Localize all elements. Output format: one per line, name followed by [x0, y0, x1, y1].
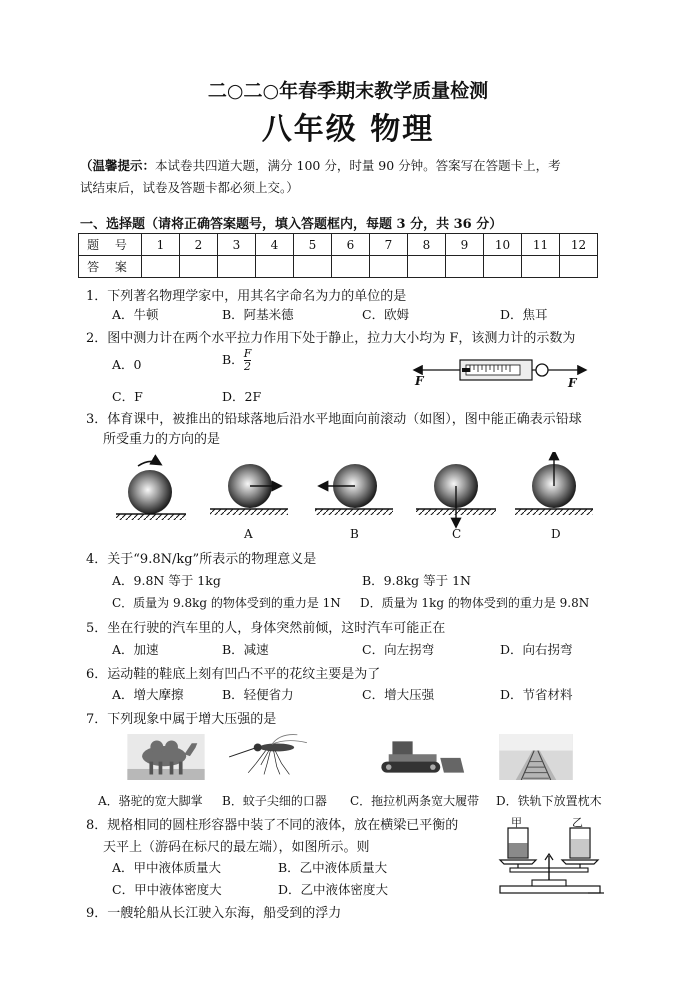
camel-image [124, 734, 208, 780]
q1-option-a: A．牛顿 [112, 307, 159, 322]
q3-label-c: C [452, 527, 462, 541]
table-number: 12 [560, 234, 598, 256]
answer-cell[interactable] [408, 256, 446, 278]
q1-option-b: B．阿基米德 [222, 307, 294, 322]
q1-option-c: C．欧姆 [362, 307, 410, 322]
force-label-right: F [568, 376, 577, 390]
q8-option-b: B．乙中液体质量大 [278, 860, 388, 875]
q2-fraction [244, 348, 252, 373]
exam-title: 二○二○年春季期末教学质量检测 [207, 80, 489, 102]
answer-table-header-row [79, 234, 598, 256]
q6-stem: 6．运动鞋的鞋底上刻有凹凸不平的花纹主要是为了 [86, 667, 381, 682]
q6-option-d: D．节省材料 [500, 687, 573, 702]
q7-option-d: D．铁轨下放置枕木 [496, 794, 602, 808]
mosquito-image [213, 730, 323, 776]
q2-option-c: C．F [112, 389, 143, 404]
q4-option-c: C．质量为 9.8kg 的物体受到的重力是 1N [112, 596, 341, 610]
q8-label-jia: 甲 [511, 816, 522, 829]
fraction-numerator: F [243, 347, 252, 360]
force-label-left: F [415, 374, 424, 388]
q8-option-d: D．乙中液体密度大 [278, 882, 389, 897]
q6-option-a: A．增大摩擦 [112, 687, 184, 702]
q7-stem: 7．下列现象中属于增大压强的是 [86, 712, 277, 727]
q8-option-c: C．甲中液体密度大 [112, 882, 222, 897]
q8-stem-line1: 8．规格相同的圆柱形容器中装了不同的液体，放在横梁已平衡的 [86, 818, 459, 833]
fraction-denominator: 2 [244, 360, 251, 373]
exam-subject: 八年级 物理 [261, 112, 435, 147]
answer-cell[interactable] [560, 256, 598, 278]
q5-option-c: C．向左拐弯 [362, 642, 435, 657]
q2-option-b [222, 348, 251, 373]
q8-label-yi: 乙 [572, 816, 583, 829]
q3-label-a: A [244, 527, 253, 541]
table-number: 9 [446, 234, 484, 256]
q2-stem: 2．图中测力计在两个水平拉力作用下处于静止，拉力大小均为 F，该测力计的示数为 [86, 331, 576, 346]
exam-tip [80, 155, 620, 199]
answer-cell[interactable] [370, 256, 408, 278]
table-number: 1 [142, 234, 180, 256]
q6-option-c: C．增大压强 [362, 687, 435, 702]
table-number: 10 [484, 234, 522, 256]
answer-cell[interactable] [484, 256, 522, 278]
answer-cell[interactable] [142, 256, 180, 278]
q4-option-b: B．9.8kg 等于 1N [362, 573, 471, 588]
table-number: 2 [180, 234, 218, 256]
table-header-label: 题 号 [79, 234, 142, 256]
q5-option-d: D．向右拐弯 [500, 642, 573, 657]
tip-line1: 本试卷共四道大题，满分 100 分，时量 90 分钟。答案写在答题卡上，考 [155, 158, 561, 173]
tip-line2: 试结束后，试卷及答题卡都必须上交。） [80, 180, 299, 195]
q1-option-d: D．焦耳 [500, 307, 548, 322]
q9-stem: 9．一艘轮船从长江驶入东海，船受到的浮力 [86, 906, 342, 921]
q4-stem: 4．关于“9.8N/kg”所表示的物理意义是 [86, 552, 317, 567]
balance-figure [492, 824, 610, 896]
q3-stem-line2: 所受重力的方向的是 [103, 432, 221, 447]
table-number: 11 [522, 234, 560, 256]
table-number: 7 [370, 234, 408, 256]
table-number: 8 [408, 234, 446, 256]
q5-option-b: B．减速 [222, 642, 269, 657]
table-answer-label: 答 案 [79, 256, 142, 278]
q3-stem-line1: 3．体育课中，被推出的铅球落地后沿水平地面向前滚动（如图），图中能正确表示铅球 [86, 412, 582, 427]
q2-option-d: D．2F [222, 389, 262, 404]
q4-option-d: D．质量为 1kg 的物体受到的重力是 9.8N [360, 596, 590, 610]
table-number: 5 [294, 234, 332, 256]
answer-cell[interactable] [218, 256, 256, 278]
q7-option-a: A．骆驼的宽大脚掌 [98, 794, 203, 808]
table-number: 4 [256, 234, 294, 256]
answer-table [78, 233, 598, 278]
answer-cell[interactable] [256, 256, 294, 278]
answer-cell[interactable] [522, 256, 560, 278]
section-title: 一、选择题（请将正确答案题号，填入答题框内，每题 3 分，共 36 分） [80, 217, 503, 232]
answer-cell[interactable] [294, 256, 332, 278]
answer-cell[interactable] [446, 256, 484, 278]
q6-option-b: B．轻便省力 [222, 687, 294, 702]
q2-option-b-prefix: B． [222, 352, 244, 367]
q1-stem: 1．下列著名物理学家中，用其名字命名为力的单位的是 [86, 289, 407, 304]
q7-option-b: B．蚊子尖细的口器 [222, 794, 327, 808]
answer-table-answer-row [79, 256, 598, 278]
tractor-image [368, 734, 472, 780]
q5-option-a: A．加速 [112, 642, 159, 657]
table-number: 6 [332, 234, 370, 256]
answer-cell[interactable] [332, 256, 370, 278]
table-number: 3 [218, 234, 256, 256]
answer-cell[interactable] [180, 256, 218, 278]
q3-label-d: D [551, 527, 561, 541]
q5-stem: 5．坐在行驶的汽车里的人，身体突然前倾，这时汽车可能正在 [86, 621, 446, 636]
q4-option-a: A．9.8N 等于 1kg [112, 573, 221, 588]
q7-option-c: C．拖拉机两条宽大履带 [350, 794, 480, 808]
q8-option-a: A．甲中液体质量大 [112, 860, 222, 875]
tip-bold: （温馨提示： [80, 158, 156, 173]
q3-label-b: B [350, 527, 359, 541]
shot-put-figure [110, 452, 600, 532]
q8-stem-line2: 天平上（游码在标尺的最左端），如图所示。则 [103, 840, 370, 855]
railway-image [496, 734, 576, 780]
q2-option-a: A．0 [112, 357, 142, 372]
